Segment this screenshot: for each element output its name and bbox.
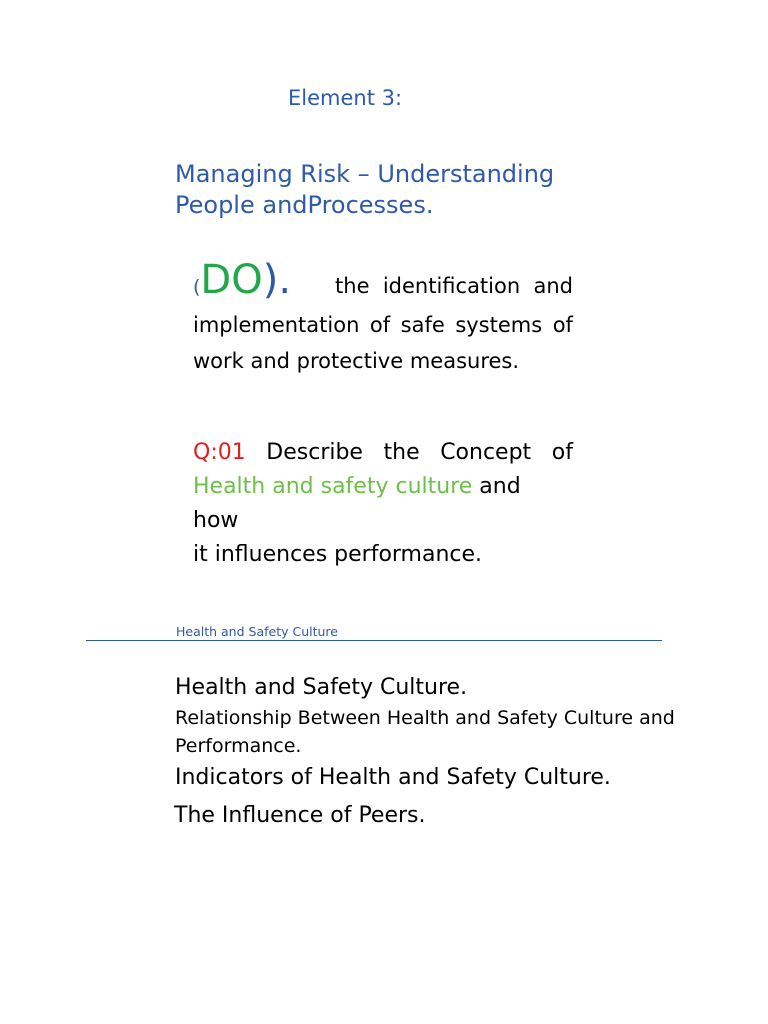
intro-word: of: [369, 313, 391, 337]
subtitle-line-2: People andProcesses.: [175, 191, 434, 219]
intro-line-3: work and protective measures.: [193, 349, 520, 373]
page-subtitle: [175, 159, 554, 221]
question-word: Describe: [266, 440, 363, 465]
topic-item: Indicators of Health and Safety Culture.: [175, 765, 611, 790]
question-label: Q:01: [193, 440, 246, 465]
question-line-1: [193, 436, 573, 470]
culture-highlight: Health and safety culture: [193, 474, 473, 499]
intro-line-1: [193, 257, 573, 305]
toc-divider: [86, 640, 662, 641]
question-word: Concept: [440, 440, 532, 465]
element-title: Element 3:: [288, 86, 403, 110]
question-word: the: [383, 440, 420, 465]
intro-paragraph: [193, 257, 573, 379]
do-marker: [193, 257, 292, 305]
question-paragraph: [193, 436, 573, 572]
intro-word: of: [552, 313, 573, 337]
paren-open: (: [193, 276, 201, 298]
topic-item: Relationship Between Health and Safety Culture and Performance.: [175, 707, 675, 757]
do-dot: .: [278, 257, 292, 303]
topic-item: The Influence of Peers.: [174, 803, 426, 828]
question-word: of: [551, 440, 573, 465]
toc-entry[interactable]: Health and Safety Culture: [176, 624, 338, 639]
intro-word: implementation: [193, 313, 360, 337]
topic-list: [175, 672, 695, 832]
paren-close: ): [262, 257, 279, 303]
subtitle-line-1: Managing Risk – Understanding: [175, 160, 555, 188]
topic-item: Health and Safety Culture.: [175, 675, 468, 700]
intro-word: and: [533, 274, 573, 298]
question-line-2: [193, 470, 573, 538]
question-line-3: it influences performance.: [193, 542, 483, 567]
do-word: DO: [200, 257, 263, 303]
intro-word: the: [335, 274, 370, 298]
intro-line-1-text: [335, 268, 573, 304]
intro-word: safe: [400, 313, 445, 337]
intro-word: systems: [455, 313, 543, 337]
intro-word: identification: [382, 274, 521, 298]
question-line-2-tail: and how: [193, 474, 521, 533]
intro-line-2: [193, 307, 573, 343]
